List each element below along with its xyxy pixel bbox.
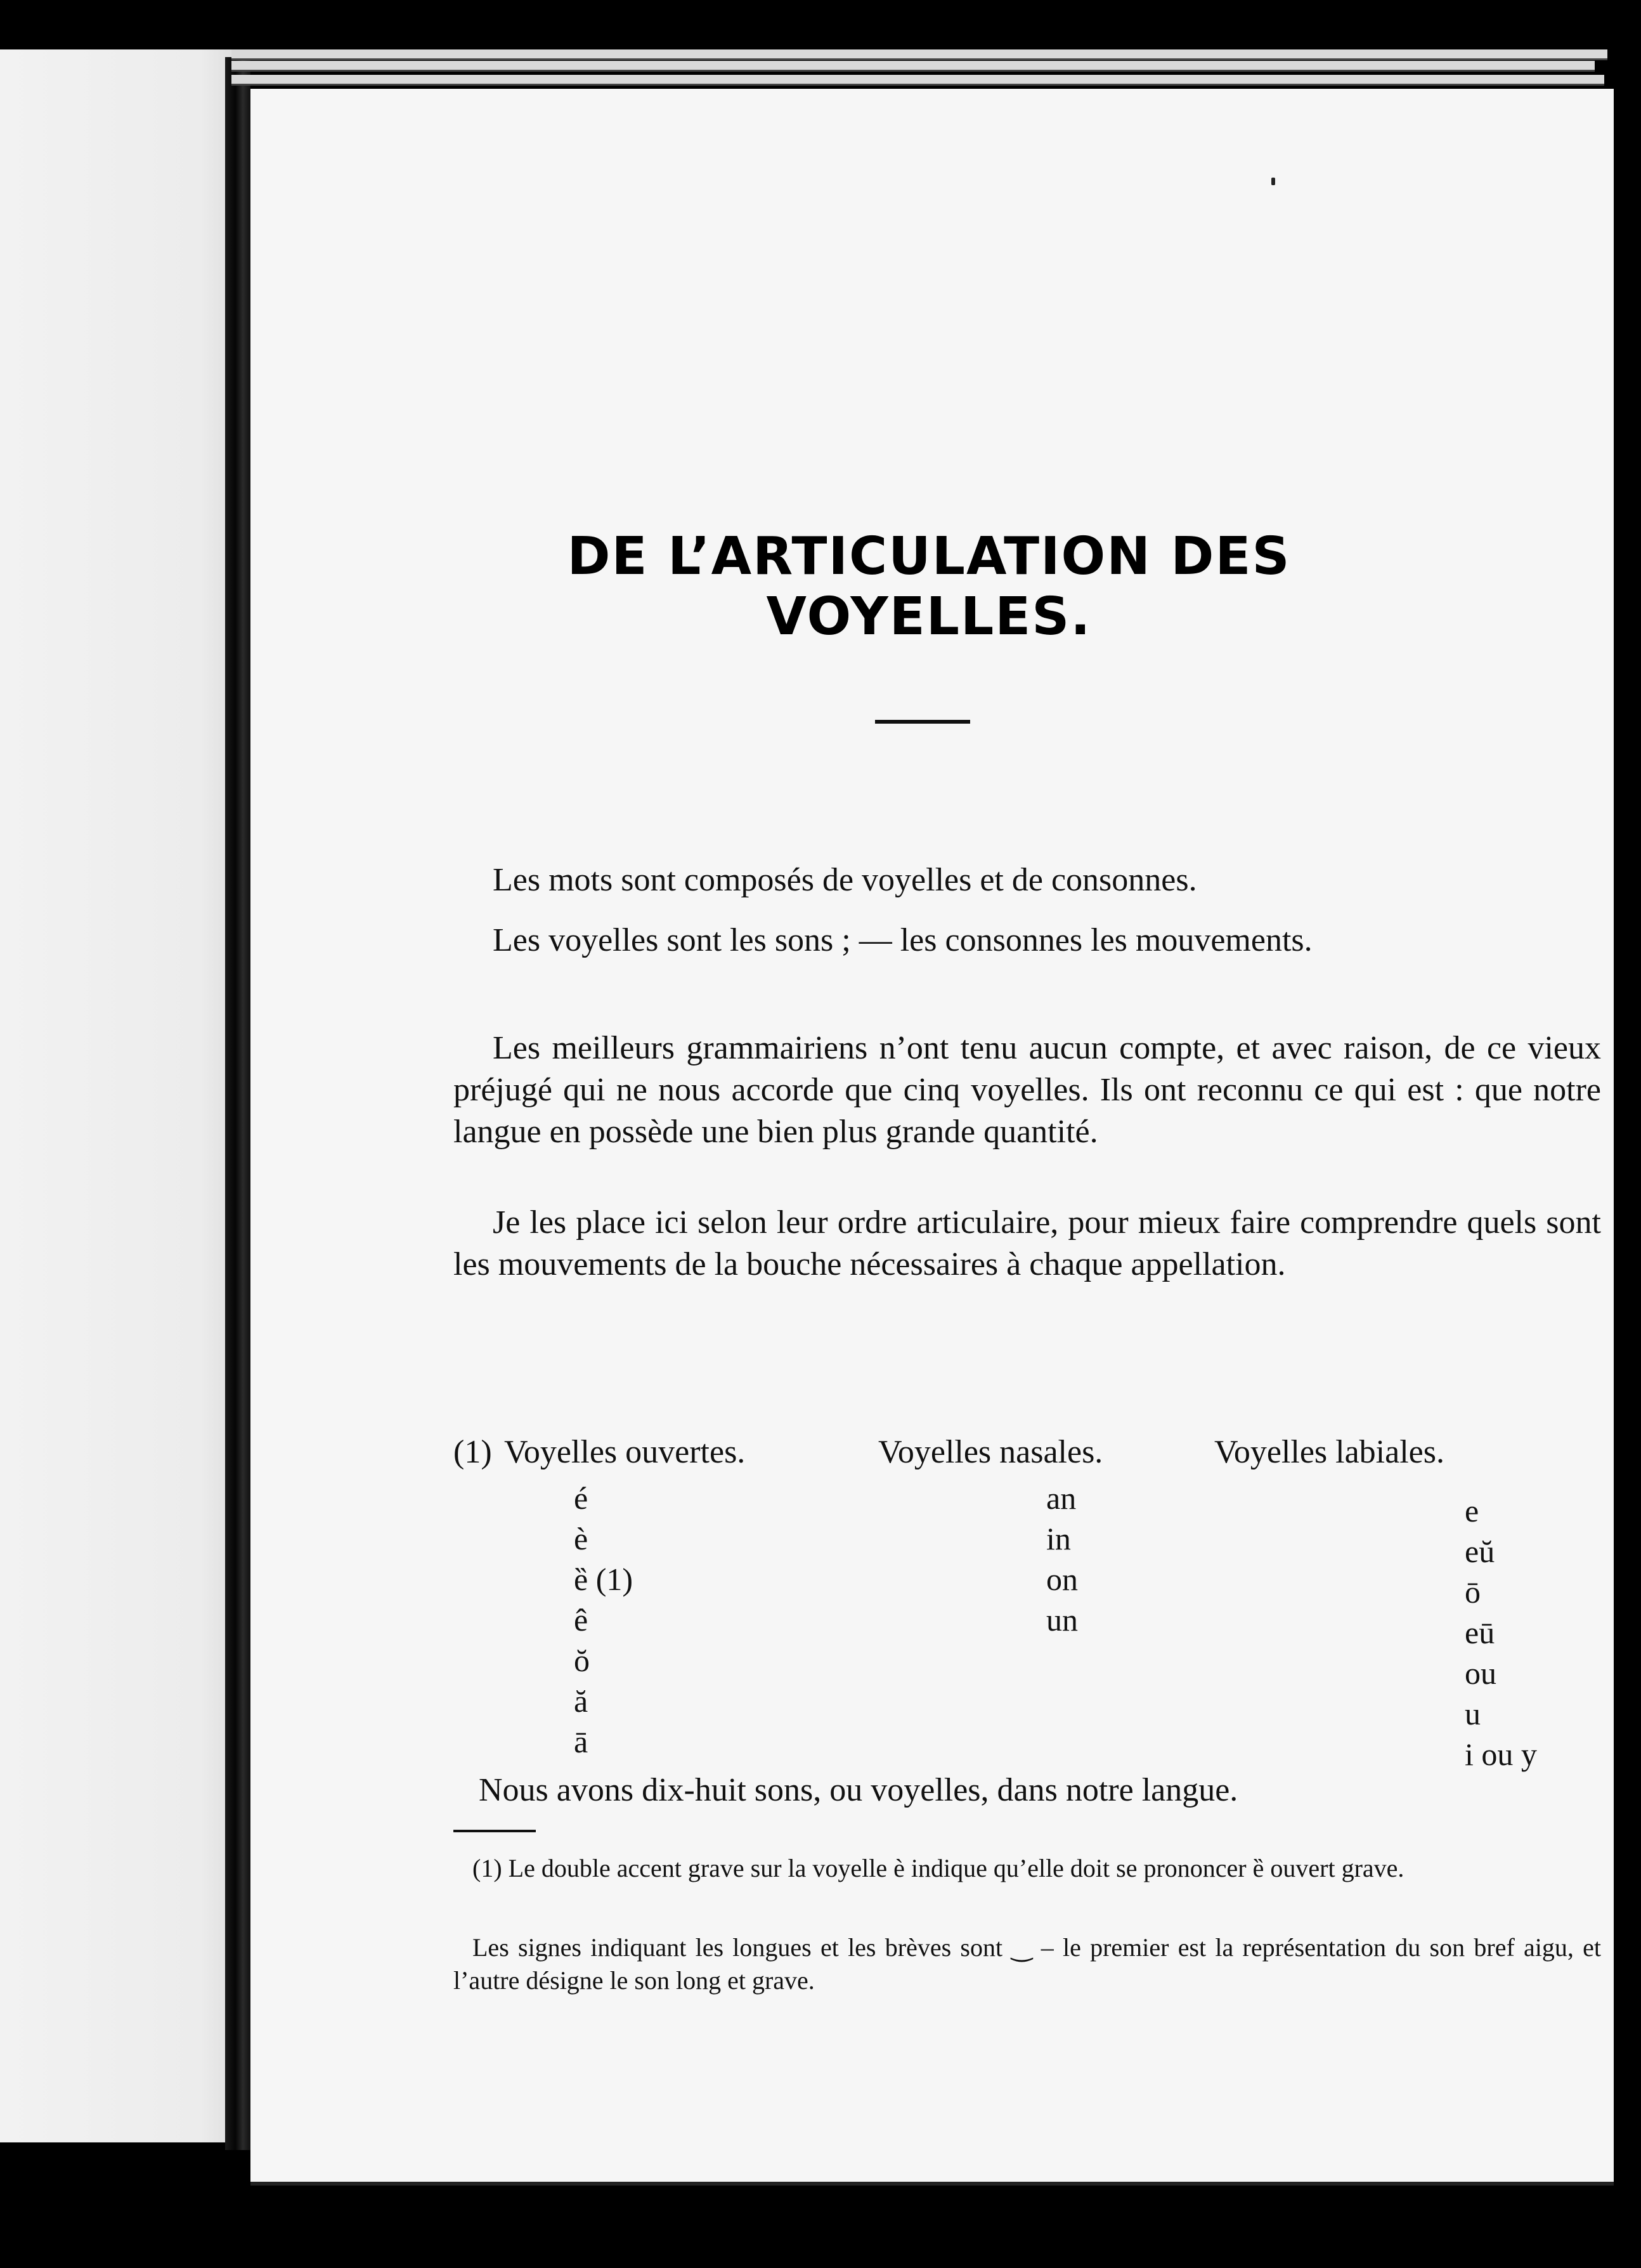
page-speck bbox=[1271, 178, 1275, 185]
page-edge-strip bbox=[231, 75, 1604, 86]
vowel-item: é bbox=[574, 1480, 588, 1516]
vowel-item: in bbox=[1046, 1521, 1071, 1556]
title-divider bbox=[875, 720, 970, 724]
vowel-item: ê bbox=[574, 1602, 588, 1638]
page-title: DE L’ARTICULATION DES VOYELLES. bbox=[567, 526, 1291, 647]
vowel-item: un bbox=[1046, 1602, 1078, 1638]
vowel-item: ō bbox=[1465, 1574, 1481, 1610]
vowel-table bbox=[453, 1433, 1601, 1772]
conclusion-sentence: Nous avons dix-huit sons, ou voyelles, dans notre langue. bbox=[479, 1772, 1238, 1808]
footnote-divider bbox=[453, 1830, 536, 1832]
vowel-item: i ou y bbox=[1465, 1737, 1537, 1772]
column-header-nasal-vowels: Voyelles nasales. bbox=[878, 1434, 1103, 1470]
footnote: Les signes indiquant les longues et les brèves sont ‿ – le premier est la représentation du son bref aigu, et l’autre désigne le son long et grave. bbox=[453, 1933, 1601, 1995]
vowel-item: ȅ (1) bbox=[574, 1561, 633, 1597]
vowel-item: eŭ bbox=[1465, 1534, 1495, 1569]
vowel-item: e bbox=[1465, 1493, 1479, 1528]
labial-vowels-column bbox=[1465, 1490, 1604, 1775]
vowel-item: ŏ bbox=[574, 1643, 590, 1678]
footnote: (1) Le double accent grave sur la voyelle è indique qu’elle doit se prononcer ȅ ouvert grave. bbox=[472, 1854, 1404, 1882]
book-gutter bbox=[225, 57, 250, 2150]
left-page bbox=[0, 49, 250, 2142]
column-header-open-vowels: Voyelles ouvertes. bbox=[504, 1434, 746, 1470]
vowel-item: on bbox=[1046, 1561, 1078, 1597]
paragraph: Je les place ici selon leur ordre articulaire, pour mieux faire comprendre quels sont les mouvements de la bouche nécessaires à chaque appellation. bbox=[453, 1204, 1601, 1282]
page-edge-strip bbox=[231, 49, 1607, 60]
vowel-item: ou bbox=[1465, 1655, 1496, 1691]
paragraph: Les meilleurs grammairiens n’ont tenu aucun compte, et avec raison, de ce vieux préjugé qui ne nous accorde que cinq voyelles. Ils ont reconnu ce qui est : que notre langue en possède une bien plus grande quantité. bbox=[453, 1030, 1601, 1150]
vowel-item: ā bbox=[574, 1724, 588, 1759]
paragraph: Les voyelles sont les sons ; — les consonnes les mouvements. bbox=[493, 922, 1313, 958]
paragraph: Les mots sont composés de voyelles et de consonnes. bbox=[493, 862, 1197, 898]
column-header-labial-vowels: Voyelles labiales. bbox=[1214, 1434, 1444, 1470]
nasal-vowels-column bbox=[1046, 1478, 1186, 1640]
vowel-item: ă bbox=[574, 1683, 588, 1719]
open-vowels-column bbox=[574, 1478, 713, 1762]
book-page bbox=[250, 89, 1614, 2186]
vowel-item: u bbox=[1465, 1696, 1481, 1731]
vowel-item: an bbox=[1046, 1480, 1077, 1516]
vowel-item: eū bbox=[1465, 1615, 1495, 1650]
vowel-item: è bbox=[574, 1521, 588, 1556]
vowel-table-note-marker: (1) bbox=[453, 1434, 492, 1470]
page-edge-strip bbox=[231, 61, 1595, 72]
